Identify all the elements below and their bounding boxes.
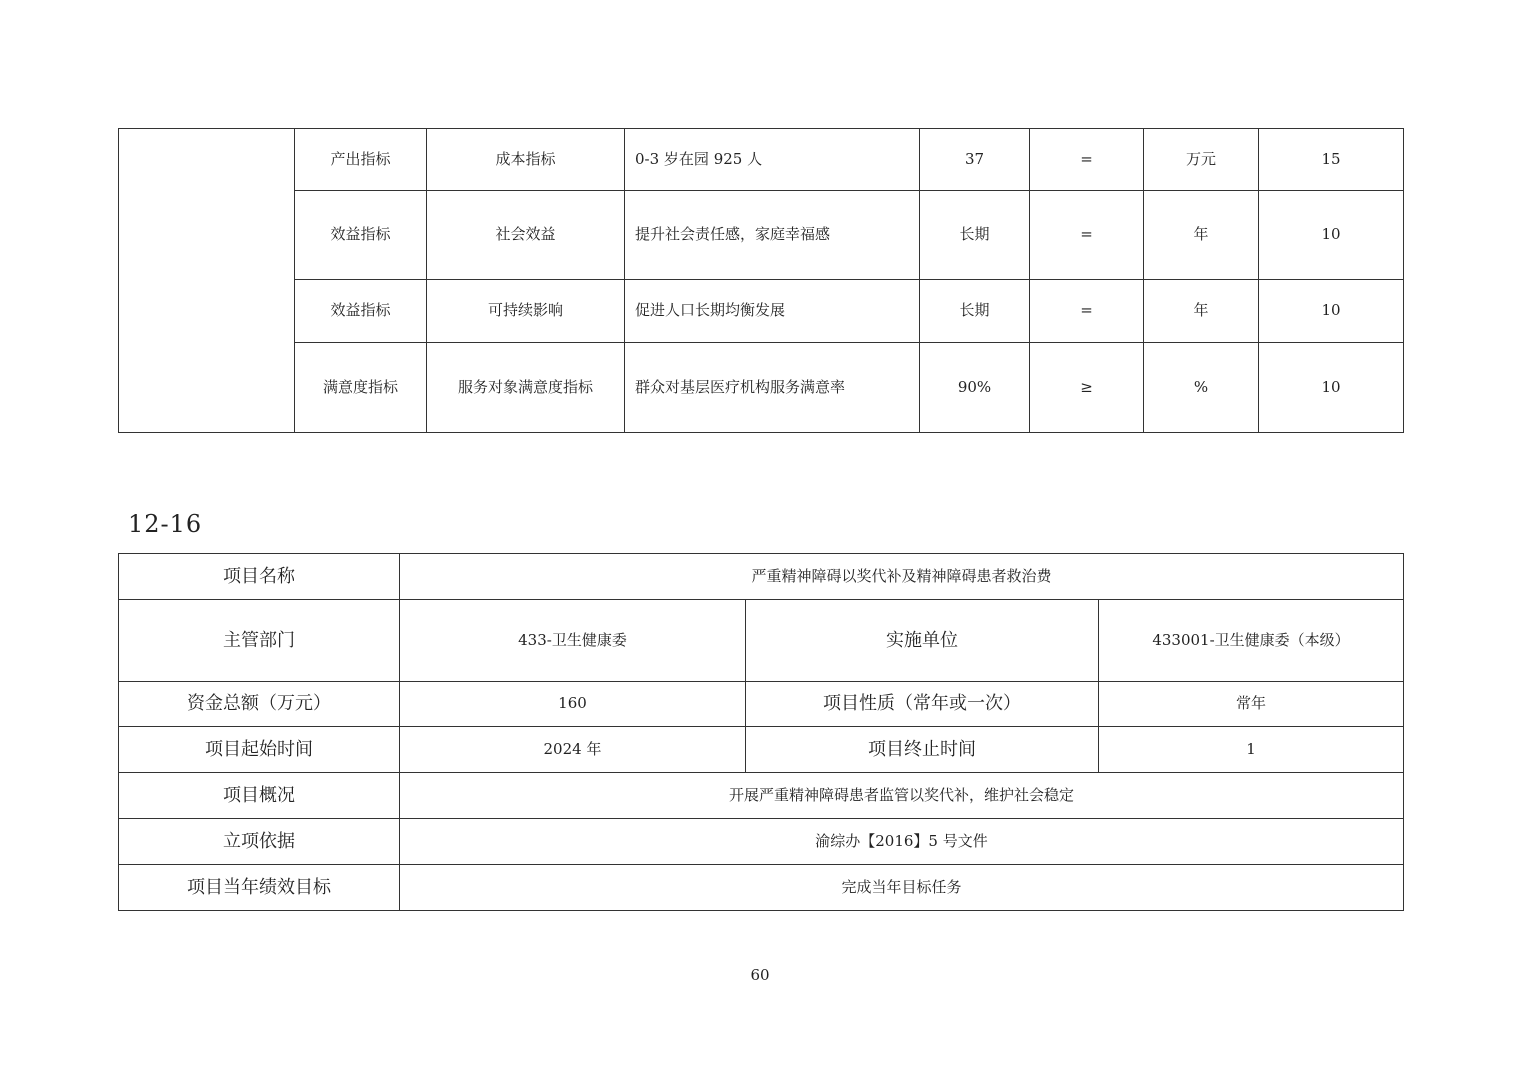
end-time-value: 1	[1099, 727, 1404, 773]
level3-indicator: 促进人口长期均衡发展	[625, 280, 920, 343]
level3-indicator: 提升社会责任感，家庭幸福感	[625, 191, 920, 280]
level1-indicator: 产出指标	[295, 129, 427, 191]
project-name-label: 项目名称	[119, 554, 400, 600]
project-nature-label: 项目性质（常年或一次）	[746, 682, 1099, 727]
indicator-blank-cell	[119, 129, 295, 433]
indicator-unit: 年	[1144, 191, 1259, 280]
project-info-table	[118, 553, 1404, 911]
fund-row	[119, 682, 1404, 727]
department-value: 433-卫生健康委	[400, 600, 746, 682]
overview-row	[119, 773, 1404, 819]
project-name-value: 严重精神障碍以奖代补及精神障碍患者救治费	[400, 554, 1404, 600]
indicator-value: 90%	[920, 343, 1030, 433]
indicator-unit: 万元	[1144, 129, 1259, 191]
basis-value: 渝综办【2016】5 号文件	[400, 819, 1404, 865]
level1-indicator: 效益指标	[295, 280, 427, 343]
indicator-row	[119, 343, 1404, 433]
indicator-weight: 10	[1259, 280, 1404, 343]
start-time-label: 项目起始时间	[119, 727, 400, 773]
indicator-value: 长期	[920, 280, 1030, 343]
goal-row	[119, 865, 1404, 911]
indicator-operator: ≥	[1030, 343, 1144, 433]
level2-indicator: 社会效益	[427, 191, 625, 280]
total-fund-label: 资金总额（万元）	[119, 682, 400, 727]
start-time-value: 2024 年	[400, 727, 746, 773]
section-heading: 12-16	[128, 510, 203, 538]
level2-indicator: 成本指标	[427, 129, 625, 191]
indicator-row	[119, 191, 1404, 280]
indicator-weight: 10	[1259, 191, 1404, 280]
basis-row	[119, 819, 1404, 865]
department-row	[119, 600, 1404, 682]
goal-label: 项目当年绩效目标	[119, 865, 400, 911]
level3-indicator: 群众对基层医疗机构服务满意率	[625, 343, 920, 433]
level1-indicator: 满意度指标	[295, 343, 427, 433]
indicator-weight: 15	[1259, 129, 1404, 191]
project-name-row	[119, 554, 1404, 600]
implementing-unit-label: 实施单位	[746, 600, 1099, 682]
basis-label: 立项依据	[119, 819, 400, 865]
indicator-table	[118, 128, 1404, 433]
overview-value: 开展严重精神障碍患者监管以奖代补，维护社会稳定	[400, 773, 1404, 819]
overview-label: 项目概况	[119, 773, 400, 819]
indicator-weight: 10	[1259, 343, 1404, 433]
level2-indicator: 可持续影响	[427, 280, 625, 343]
implementing-unit-value: 433001-卫生健康委（本级）	[1099, 600, 1404, 682]
indicator-value: 37	[920, 129, 1030, 191]
level3-indicator: 0-3 岁在园 925 人	[625, 129, 920, 191]
indicator-row	[119, 280, 1404, 343]
total-fund-value: 160	[400, 682, 746, 727]
indicator-unit: 年	[1144, 280, 1259, 343]
indicator-operator: =	[1030, 129, 1144, 191]
goal-value: 完成当年目标任务	[400, 865, 1404, 911]
indicator-operator: =	[1030, 280, 1144, 343]
page-number: 60	[750, 966, 770, 984]
indicator-row	[119, 129, 1404, 191]
indicator-unit: %	[1144, 343, 1259, 433]
end-time-label: 项目终止时间	[746, 727, 1099, 773]
department-label: 主管部门	[119, 600, 400, 682]
project-nature-value: 常年	[1099, 682, 1404, 727]
time-row	[119, 727, 1404, 773]
level1-indicator: 效益指标	[295, 191, 427, 280]
indicator-value: 长期	[920, 191, 1030, 280]
level2-indicator: 服务对象满意度指标	[427, 343, 625, 433]
indicator-operator: =	[1030, 191, 1144, 280]
